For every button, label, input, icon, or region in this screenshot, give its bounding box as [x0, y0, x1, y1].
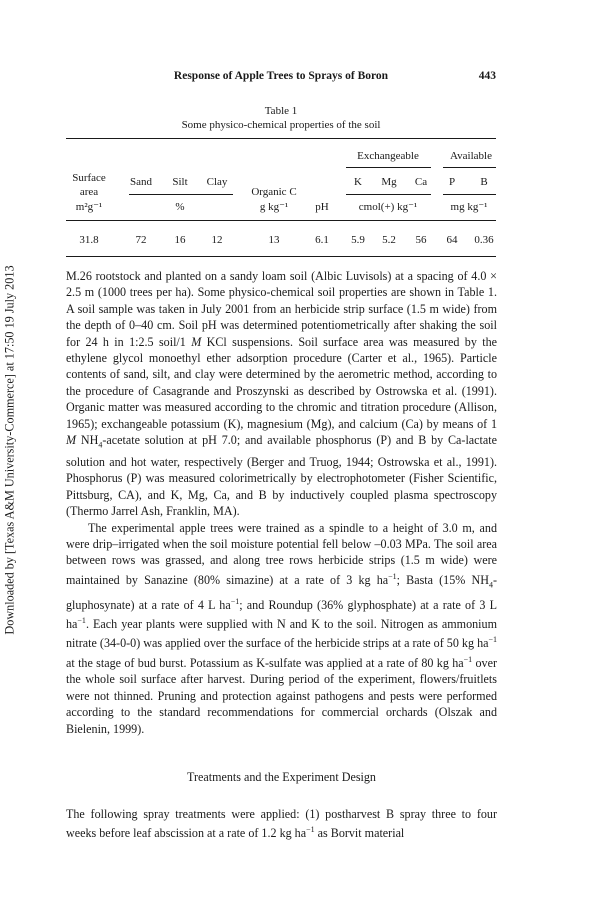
unit-organic: g kg⁻¹ — [259, 201, 289, 213]
body-text-treatments — [66, 806, 497, 842]
cell-ca: 56 — [415, 234, 427, 246]
header-b: B — [480, 176, 488, 188]
download-side-note — [0, 0, 16, 900]
texture-rule — [129, 194, 233, 195]
available-rule — [443, 167, 496, 168]
header-exchangeable: Exchangeable — [357, 150, 419, 162]
soil-properties-table — [66, 138, 496, 268]
header-clay: Clay — [206, 176, 228, 188]
cell-b: 0.36 — [474, 234, 494, 246]
cell-sand: 72 — [135, 234, 147, 246]
running-header — [66, 70, 496, 88]
header-surface: Surface — [72, 172, 106, 184]
header-p: P — [448, 176, 456, 188]
paragraph-site: M.26 rootstock and planted on a sandy loam soil (Albic Luvisols) at a spacing of 4.0 × 2.5 m (1000 trees per ha). Some physico-chemical soil properties are shown in Table 1. A soil sample was taken in July 2001 from an herbicide strip surface (1.5 m wide) from the depth of 0–40 cm. Soil pH was determined potentiometrically after shaking the soil for 24 h in 1:2.5 soil/1 M KCl suspensions. Soil surface area was measured by the ethylene glycol monoethyl ether adsorption procedure (Carter et al., 1965). Particle contents of sand, silt, and clay were determined by the aerometric method, according to the procedure of Casagrande and Proszynski as described by Ostrowska et al. (1991). Organic matter was measured according to the chromic and titration procedure (Allison, 1965); exchangeable potassium (K), magnesium (Mg), and calcium (Ca) by means of 1 M $NH_4$-acetate solution at pH 7.0; and available phosphorus (P) and B by Ca-lactate solution and hot water, respectively (Berger and Truog, 1944; Ostrowska et al., 1991). Phosphorus (P) was measured colorimetrically by electrophotometer (Fisher Scientific, Pittsburg, CA), and K, Mg, Ca, and B by inductively coupled plasma spectroscopy (Thermo Jarrel Ash, Franklin, MA). — [66, 269, 498, 519]
download-note-text: Downloaded by [Texas A&M University-Commerce] at 17:50 19 July 2013 — [2, 265, 17, 635]
unit-exchangeable: cmol(+) kg⁻¹ — [358, 201, 418, 213]
cell-p: 64 — [446, 234, 458, 246]
cell-surface: 31.8 — [79, 234, 99, 246]
page-number: 443 — [478, 70, 496, 82]
section-heading: Treatments and the Experiment Design — [187, 770, 376, 784]
running-title: Response of Apple Trees to Sprays of Boron — [173, 70, 389, 82]
table-label: Table 1 — [264, 105, 298, 117]
header-sand: Sand — [130, 176, 152, 188]
header-silt: Silt — [172, 176, 188, 188]
cell-ph: 6.1 — [315, 234, 329, 246]
table-mid-rule — [66, 220, 496, 221]
header-k: K — [354, 176, 362, 188]
cell-mg: 5.2 — [382, 234, 396, 246]
header-mg: Mg — [381, 176, 397, 188]
available-sub-rule — [443, 194, 496, 195]
cell-clay: 12 — [211, 234, 223, 246]
cell-k: 5.9 — [351, 234, 365, 246]
unit-available: mg kg⁻¹ — [450, 201, 488, 213]
cell-silt: 16 — [174, 234, 186, 246]
unit-texture: % — [175, 201, 185, 213]
unit-surface: m²g⁻¹ — [75, 201, 103, 213]
header-ca: Ca — [414, 176, 428, 188]
cell-organic: 13 — [268, 234, 280, 246]
table-caption — [66, 104, 496, 132]
header-available: Available — [450, 150, 492, 162]
body-text — [66, 268, 497, 737]
exchangeable-sub-rule — [346, 194, 431, 195]
header-area: area — [79, 186, 99, 198]
exchangeable-rule — [346, 167, 431, 168]
paragraph-management: The experimental apple trees were trained as a spindle to a height of 3.0 m, and were drip–irrigated when the soil moisture potential fell below –0.03 MPa. The soil area between rows was grassed, and along tree rows herbicide strips (1.5 m wide) were maintained by Sanazine (80% simazine) at a rate of 3 kg $ha^{-1}$; Basta (15% $NH_4-gluphosynate$) at a rate of 4 L $ha^{-1}$; and Roundup (36% glyphosphate) at a rate of 3 L $ha^{-1}$. Each year plants were supplied with N and K to the soil. Nitrogen as ammonium nitrate (34-0-0) was applied over the surface of the herbicide strips at a rate of 50 kg $ha^{-1}$ at the stage of bud burst. Potassium as K-sulfate was applied at a rate of 80 kg $ha^{-1}$ over the whole soil surface after harvest. During period of the experiment, flowers/fruitlets were not thinned. Pruning and protection against pathogens and pests were performed according to the standard recommendations for commercial orchards (Olszak and Bielenin, 1999). — [66, 520, 498, 736]
header-organic: Organic C — [251, 186, 297, 198]
table-top-rule — [66, 138, 496, 139]
table-caption-text: Some physico-chemical properties of the soil — [181, 119, 381, 131]
paragraph-treatments: The following spray treatments were applied: (1) postharvest B spray three to four weeks before leaf abscission at a rate of 1.2 kg $ha^{-1}$ as Borvit material — [66, 807, 497, 841]
header-ph: pH — [315, 201, 329, 213]
table-bottom-rule — [66, 256, 496, 257]
